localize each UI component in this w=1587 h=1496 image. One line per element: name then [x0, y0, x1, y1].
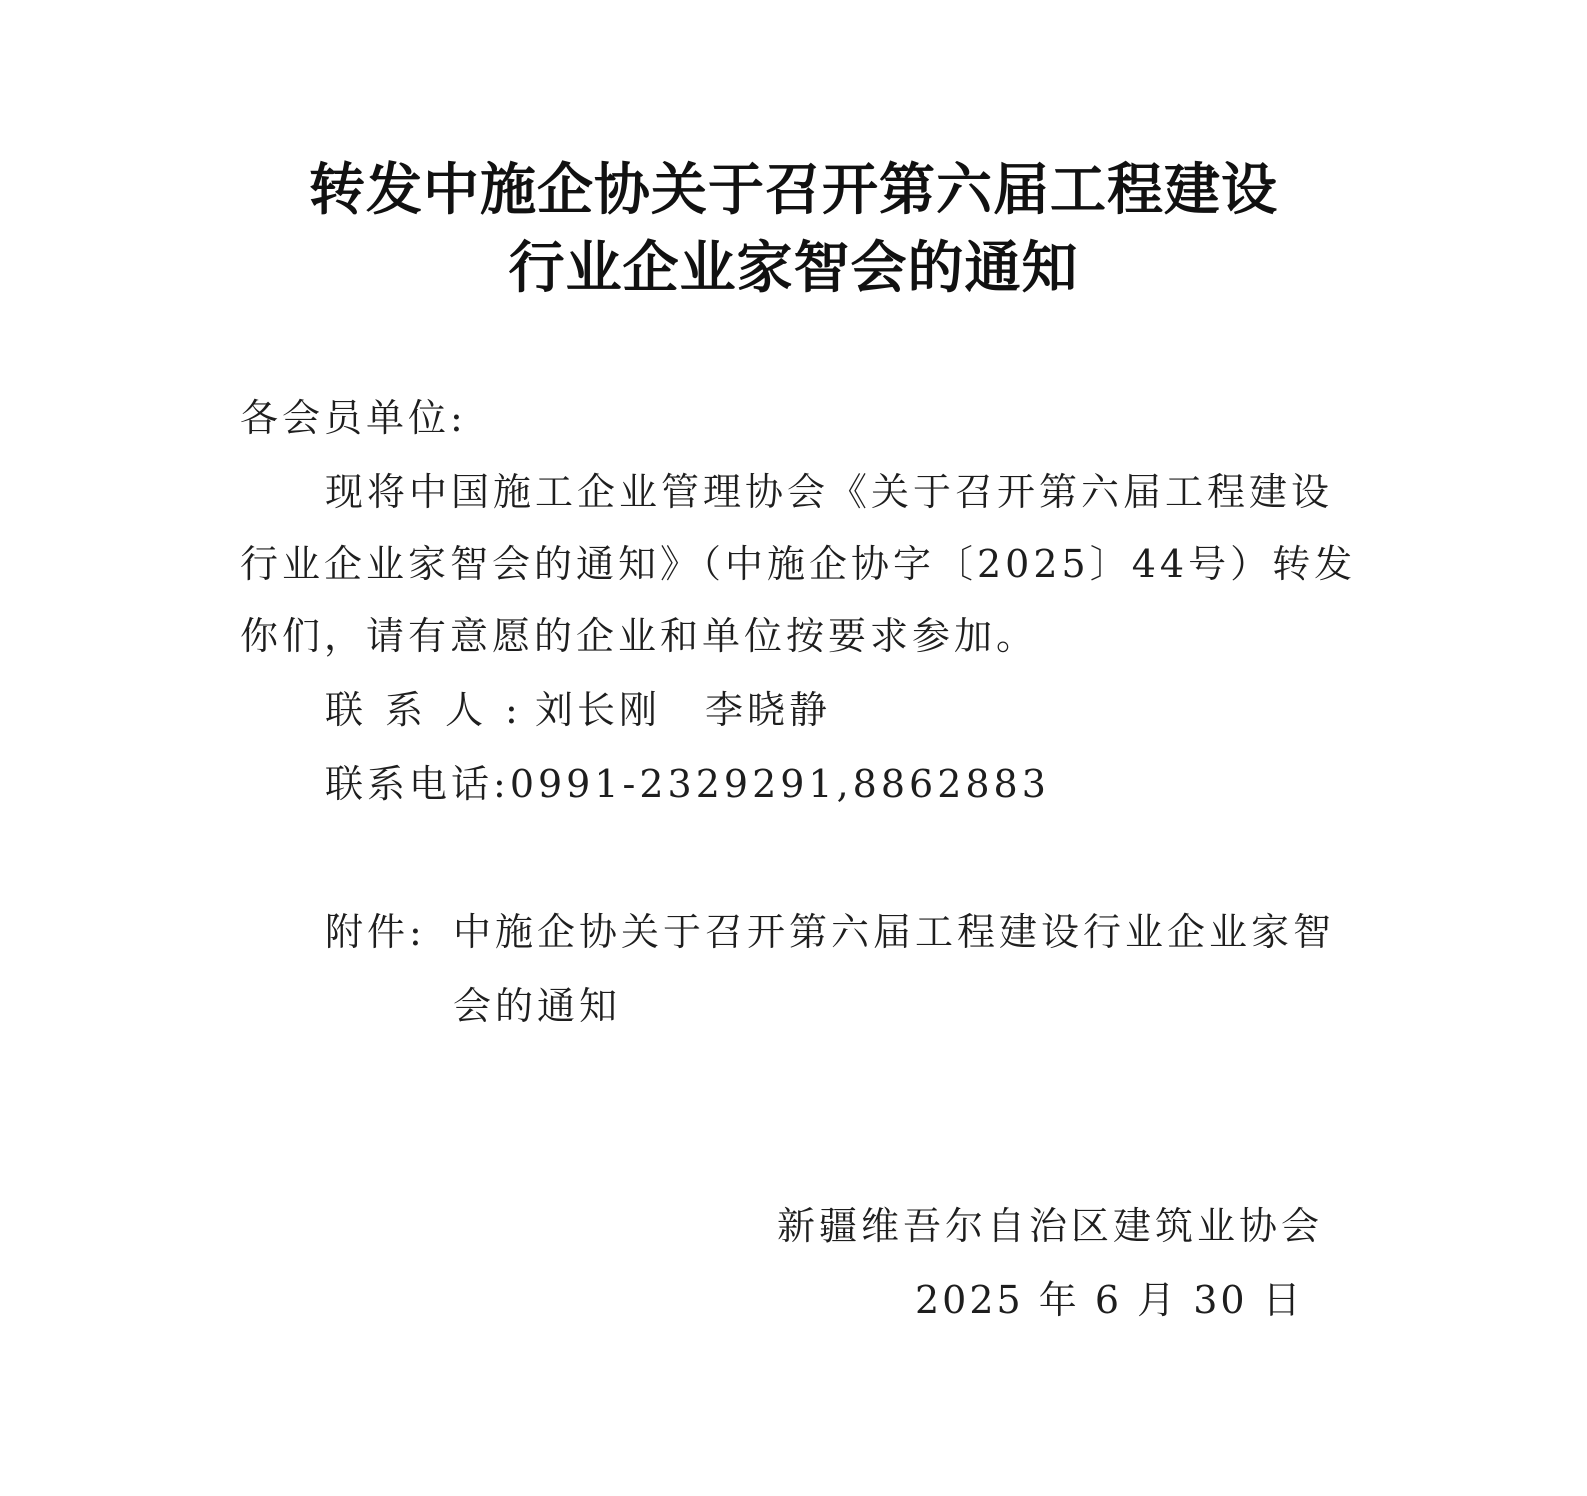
- contact-label: 联系人:: [325, 688, 540, 732]
- paragraph-line-1: 现将中国施工企业管理协会《关于召开第六届工程建设: [325, 470, 1334, 514]
- phone-row: [325, 760, 1050, 808]
- signature-date: 2025 年 6 月 30 日: [915, 1278, 1304, 1322]
- attachment-line-2: 会的通知: [453, 984, 622, 1028]
- salutation: 各会员单位:: [240, 396, 467, 440]
- paragraph-line-3: 你们，请有意愿的企业和单位按要求参加。: [240, 614, 1039, 658]
- contact-name-1: 刘长刚: [535, 688, 662, 732]
- contact-name-2: 李晓静: [705, 688, 832, 732]
- contact-row: [325, 686, 831, 734]
- document-title-line-1: 转发中施企协关于召开第六届工程建设: [309, 157, 1278, 223]
- phone-label: 联系电话:: [325, 762, 510, 806]
- phone-value: 0991-2329291,8862883: [509, 762, 1050, 806]
- document-title-line-2: 行业企业家智会的通知: [508, 235, 1079, 301]
- attachment-row: [325, 908, 1335, 956]
- signature-organization: 新疆维吾尔自治区建筑业协会: [777, 1204, 1324, 1248]
- attachment-label: 附件:: [325, 910, 426, 954]
- paragraph-line-2: 行业企业家智会的通知》（中施企协字〔2025〕44号）转发: [240, 542, 1357, 586]
- attachment-line-1: 中施企协关于召开第六届工程建设行业企业家智: [453, 910, 1336, 954]
